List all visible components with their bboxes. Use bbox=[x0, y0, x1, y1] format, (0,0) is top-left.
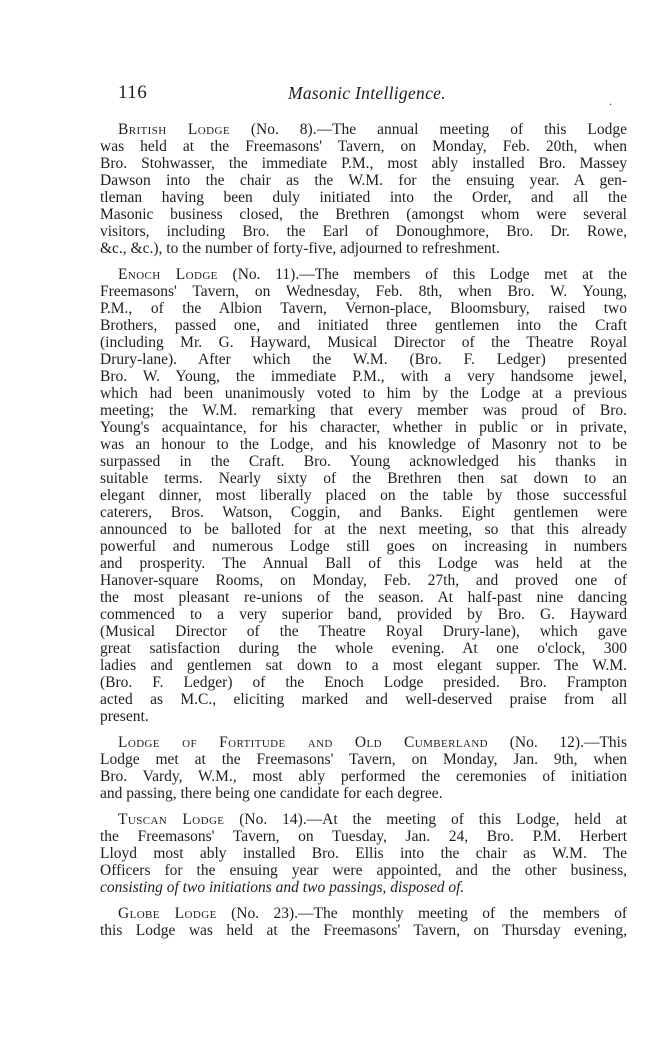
text-line: Lodge met at the Freemasons' Tavern, on Monday, Jan. 9th, when bbox=[100, 751, 627, 768]
lodge-heading: Lodge of Fortitude and Old Cumberland bbox=[118, 734, 489, 751]
text-line: Bro. Stohwasser, the immediate P.M., most ably installed Bro. Massey bbox=[100, 155, 627, 172]
text-line: great satisfaction during the whole evening. At one o'clock, 300 bbox=[100, 640, 627, 657]
text-line: &c., &c.), to the number of forty-five, adjourned to refreshment. bbox=[100, 240, 500, 257]
text-line: Dawson into the chair as the W.M. for the ensuing year. A gen- bbox=[100, 172, 627, 189]
paragraph-british-lodge bbox=[100, 121, 627, 257]
text-line: the Freemasons' Tavern, on Tuesday, Jan. 24, Bro. P.M. Herbert bbox=[100, 828, 627, 845]
running-head-mark: . bbox=[609, 94, 612, 108]
text-line: Lloyd most ably installed Bro. Ellis into the chair as W.M. The bbox=[100, 845, 627, 862]
text-line: Officers for the ensuing year were appointed, and the other business, bbox=[100, 862, 627, 879]
text-line: suitable terms. Nearly sixty of the Brethren then sat down to an bbox=[100, 470, 627, 487]
paragraph-tuscan-lodge bbox=[100, 811, 627, 896]
running-head bbox=[118, 82, 618, 106]
text-line: and passing, there being one candidate for each degree. bbox=[100, 785, 443, 802]
text-line: present. bbox=[100, 708, 149, 725]
text-line: caterers, Bros. Watson, Coggin, and Banks. Eight gentlemen were bbox=[100, 504, 627, 521]
text-line: this Lodge was held at the Freemasons' Tavern, on Thursday evening, bbox=[100, 922, 627, 939]
text-line: Globe Lodge (No. 23).—The monthly meeting of the members of bbox=[118, 905, 627, 922]
text-line: was held at the Freemasons' Tavern, on Monday, Feb. 20th, when bbox=[100, 138, 627, 155]
running-title: Masonic Intelligence. bbox=[288, 83, 446, 103]
text-line: (including Mr. G. Hayward, Musical Director of the Theatre Royal bbox=[100, 334, 627, 351]
paragraph-globe-lodge bbox=[100, 905, 627, 939]
text-line: commenced to a very superior band, provided by Bro. G. Hayward bbox=[100, 606, 627, 623]
text-line: ladies and gentlemen sat down to a most elegant supper. The W.M. bbox=[100, 657, 627, 674]
text-line: Enoch Lodge (No. 11).—The members of this Lodge met at the bbox=[118, 266, 627, 283]
text-line: and prosperity. The Annual Ball of this Lodge was held at the bbox=[100, 555, 627, 572]
lodge-heading: Enoch Lodge bbox=[118, 266, 218, 283]
text-line: Bro. Vardy, W.M., most ably performed the ceremonies of initiation bbox=[100, 768, 627, 785]
lodge-heading: Globe Lodge bbox=[118, 905, 217, 922]
text-line: the most pleasant re-unions of the season. At half-past nine dancing bbox=[100, 589, 627, 606]
text-line: consisting of two initiations and two passings, disposed of. bbox=[100, 879, 465, 896]
text-line: acted as M.C., eliciting marked and well-deserved praise from all bbox=[100, 691, 627, 708]
text-line: elegant dinner, most liberally placed on the table by those successful bbox=[100, 487, 627, 504]
text-line: surpassed in the Craft. Bro. Young acknowledged his thanks in bbox=[100, 453, 627, 470]
paragraph-lodge-of-fortitude bbox=[100, 734, 627, 802]
text-line: British Lodge (No. 8).—The annual meeting of this Lodge bbox=[118, 121, 627, 138]
text-line: Drury-lane). After which the W.M. (Bro. F. Ledger) presented bbox=[100, 351, 627, 368]
text-line: Young's acquaintance, for his character, whether in public or in private, bbox=[100, 419, 627, 436]
text-line: Bro. W. Young, the immediate P.M., with a very handsome jewel, bbox=[100, 368, 627, 385]
paragraph-enoch-lodge bbox=[100, 266, 627, 725]
text-line: powerful and numerous Lodge still goes on increasing in numbers bbox=[100, 538, 627, 555]
text-line: (Bro. F. Ledger) of the Enoch Lodge presided. Bro. Frampton bbox=[100, 674, 627, 691]
text-line: meeting; the W.M. remarking that every member was proud of Bro. bbox=[100, 402, 627, 419]
lodge-heading: British Lodge bbox=[118, 121, 230, 138]
text-line: which had been unanimously voted to him by the Lodge at a previous bbox=[100, 385, 627, 402]
text-line: was an honour to the Lodge, and his knowledge of Masonry not to be bbox=[100, 436, 627, 453]
text-line: Hanover-square Rooms, on Monday, Feb. 27th, and proved one of bbox=[100, 572, 627, 589]
article-body bbox=[100, 121, 627, 939]
text-line: Brothers, passed one, and initiated three gentlemen into the Craft bbox=[100, 317, 627, 334]
text-line: Masonic business closed, the Brethren (amongst whom were several bbox=[100, 206, 627, 223]
page-number: 116 bbox=[118, 82, 148, 103]
text-line: Tuscan Lodge (No. 14).—At the meeting of this Lodge, held at bbox=[118, 811, 627, 828]
text-line: tleman having been duly initiated into the Order, and all the bbox=[100, 189, 627, 206]
text-line: P.M., of the Albion Tavern, Vernon-place, Bloomsbury, raised two bbox=[100, 300, 627, 317]
text-line: Freemasons' Tavern, on Wednesday, Feb. 8th, when Bro. W. Young, bbox=[100, 283, 627, 300]
text-line: Lodge of Fortitude and Old Cumberland (No. 12).—This bbox=[118, 734, 627, 751]
text-line: (Musical Director of the Theatre Royal Drury-lane), which gave bbox=[100, 623, 627, 640]
lodge-heading: Tuscan Lodge bbox=[118, 811, 225, 828]
text-line: announced to be balloted for at the next meeting, so that this already bbox=[100, 521, 627, 538]
text-line: visitors, including Bro. the Earl of Donoughmore, Bro. Dr. Rowe, bbox=[100, 223, 627, 240]
